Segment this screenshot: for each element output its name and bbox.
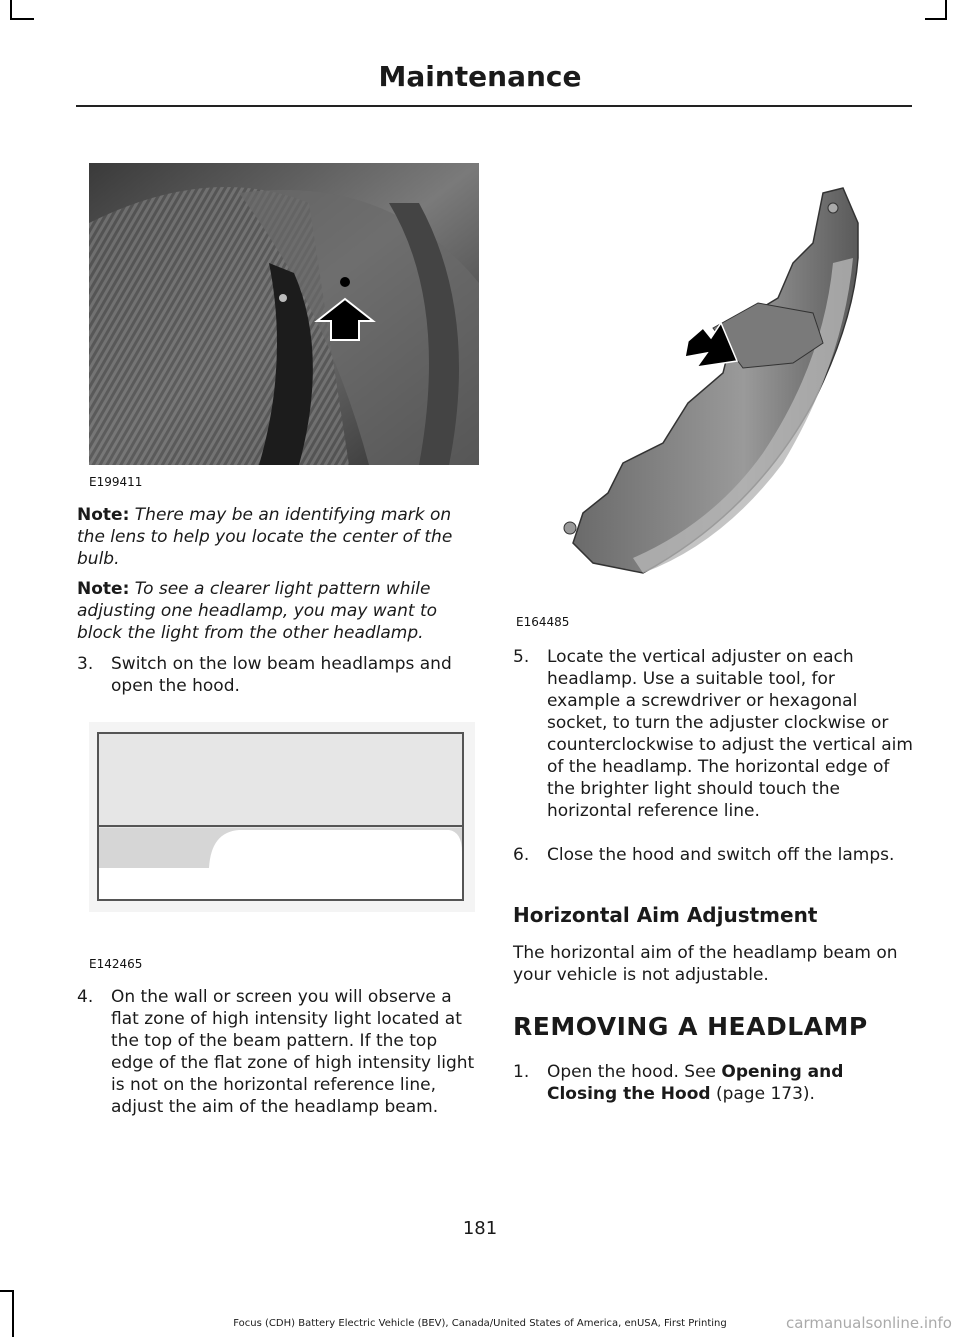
- page-title: Maintenance: [378, 60, 582, 93]
- page-number: 181: [462, 1218, 498, 1239]
- step-number: 4.: [77, 987, 94, 1007]
- opening-closing-hood-link[interactable]: Opening and Closing the Hood: [547, 1062, 844, 1104]
- step-6: [513, 844, 913, 894]
- removing-headlamp-heading: REMOVING A HEADLAMP: [513, 1012, 868, 1041]
- crop-mark: [0, 1290, 14, 1292]
- step-text: Close the hood and switch off the lamps.: [547, 845, 895, 865]
- step-text: On the wall or screen you will observe a flat zone of high intensity light located at the top of the beam pattern. If the top edge of the flat zone of high intensity light is not on the horizontal reference line, adjust the aim of the headlamp beam.: [111, 987, 475, 1117]
- note-label: Note:: [77, 579, 130, 599]
- headlamp-assembly-figure: [513, 163, 913, 613]
- headlamp-lens-figure: [89, 163, 479, 465]
- step-text: Locate the vertical adjuster on each headlamp. Use a suitable tool, for example a screwdriver or hexagonal socket, to turn the adjuster clockwise or counterclockwise to adjust the vertical aim of the headlamp. The horizontal edge of the brighter light should touch the horizontal reference line.: [547, 647, 913, 821]
- horizontal-aim-heading: Horizontal Aim Adjustment: [513, 903, 818, 927]
- crop-mark: [945, 0, 947, 20]
- step-number: 5.: [513, 647, 530, 667]
- note-label: Note:: [77, 505, 130, 525]
- step-5: [513, 646, 913, 841]
- crop-mark: [925, 18, 947, 20]
- note-block-light: [77, 578, 477, 644]
- crop-mark: [10, 0, 12, 20]
- crop-mark: [10, 18, 34, 20]
- note-text: There may be an identifying mark on the lens to help you locate the center of the bulb.: [77, 505, 453, 569]
- step-number: 1.: [513, 1062, 530, 1082]
- step-text-pre: Open the hood. See: [547, 1062, 722, 1082]
- horizontal-aim-text: The horizontal aim of the headlamp beam on your vehicle is not adjustable.: [513, 943, 898, 985]
- figure-code: E199411: [89, 475, 143, 489]
- figure-code: E142465: [89, 957, 143, 971]
- crop-mark: [12, 1290, 14, 1337]
- step-number: 3.: [77, 654, 94, 674]
- step-1: [513, 1061, 913, 1111]
- step-number: 6.: [513, 845, 530, 865]
- step-4: [77, 986, 477, 1136]
- note-text: To see a clearer light pattern while adjusting one headlamp, you may want to block the light from the other headlamp.: [77, 579, 438, 643]
- watermark: carmanualsonline.info: [786, 1314, 952, 1332]
- step-3: [77, 653, 477, 703]
- beam-pattern-figure: [89, 722, 475, 912]
- footer-text: Focus (CDH) Battery Electric Vehicle (BEV), Canada/United States of America, enUSA, First Printing: [233, 1318, 727, 1329]
- header-divider: [76, 105, 912, 107]
- step-text: [547, 1061, 913, 1105]
- step-text: Switch on the low beam headlamps and open the hood.: [111, 654, 452, 696]
- note-bulb-mark: [77, 504, 477, 570]
- figure-code: E164485: [516, 615, 570, 629]
- step-text-post: (page 173).: [710, 1084, 815, 1104]
